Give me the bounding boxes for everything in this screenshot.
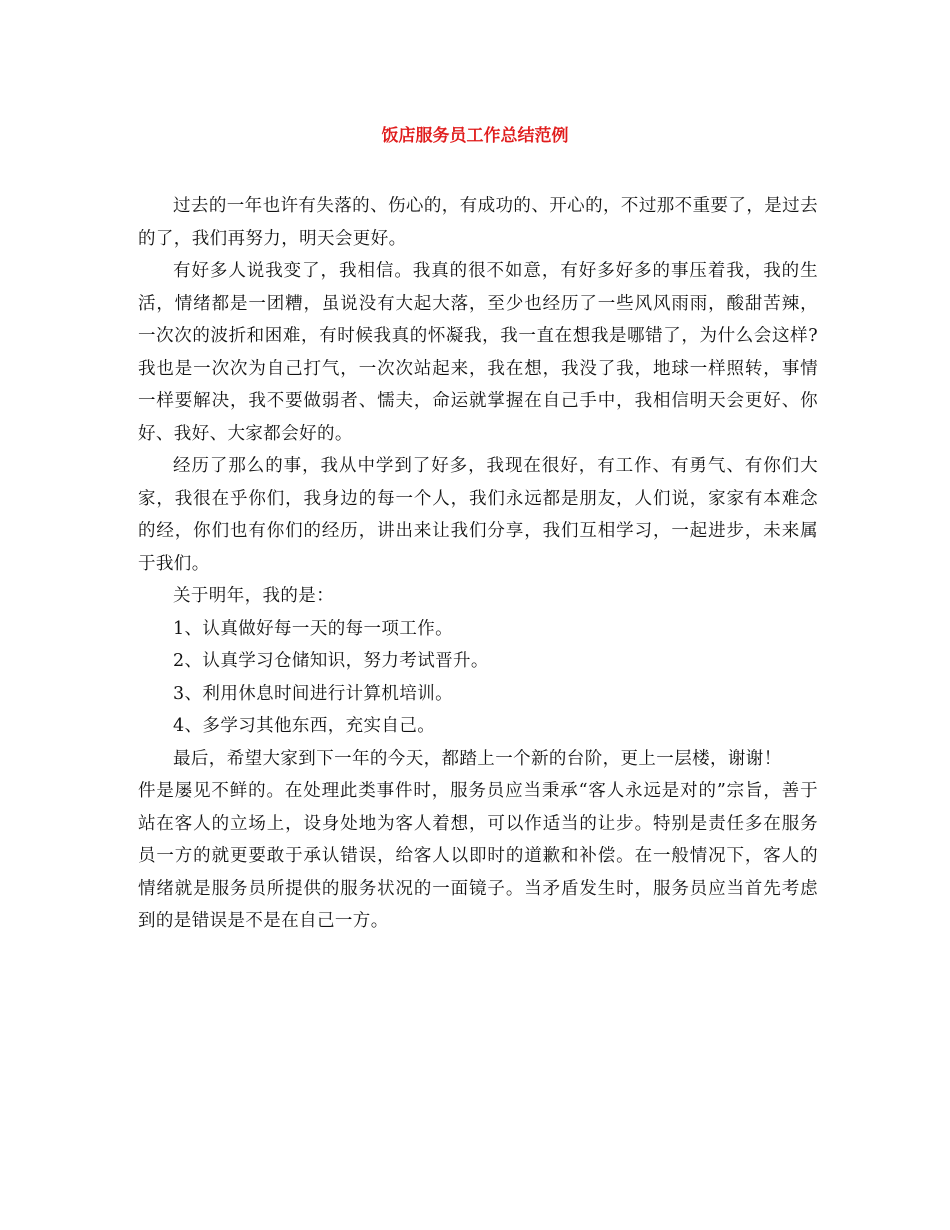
paragraph-intro: 过去的一年也许有失落的、伤心的，有成功的、开心的，不过那不重要了，是过去的了，我们再努力，明天会更好。 bbox=[138, 196, 818, 249]
paragraph-closing: 最后，希望大家到下一年的今天，都踏上一个新的台阶，更上一层楼，谢谢！ bbox=[173, 748, 782, 769]
paragraph-changes: 有好多人说我变了，我相信。我真的很不如意，有好多好多的事压着我，我的生活，情绪都是一团糟，虽说没有大起大落，至少也经历了一些风风雨雨，酸甜苦辣，一次次的波折和困难，有时候我真的怀凝我，我一直在想我是哪错了，为什么会这样?我也是一次次为自己打气，一次次站起来，我在想，我没了我，地球一样照转，事情一样要解决，我不要做弱者、懦夫，命运就掌握在自己手中，我相信明天会更好、你好、我好、大家都会好的。 bbox=[138, 261, 818, 444]
list-item-4: 4、多学习其他东西，充实自己。 bbox=[173, 716, 436, 736]
document-body bbox=[138, 190, 818, 938]
list-item-3: 3、利用休息时间进行计算机培训。 bbox=[173, 683, 454, 704]
document-title: 饭店服务员工作总结范例 bbox=[381, 126, 569, 146]
paragraph-experience: 经历了那么的事，我从中学到了好多，我现在很好，有工作、有勇气、有你们大家，我很在乎你们，我身边的每一个人，我们永远都是朋友，人们说，家家有本难念的经，你们也有你们的经历，讲出来让我们分享，我们互相学习，一起进步，未来属于我们。 bbox=[138, 456, 818, 574]
paragraph-next-year: 关于明年，我的是： bbox=[173, 586, 335, 606]
paragraph-continuation: 件是屡见不鲜的。在处理此类事件时，服务员应当秉承“客人永远是对的”宗旨，善于站在客人的立场上，设身处地为客人着想，可以作适当的让步。特别是责任多在服务员一方的就更要敢于承认错误，给客人以即时的道歉和补偿。在一般情况下，客人的情绪就是服务员所提供的服务状况的一面镜子。当矛盾发生时，服务员应当首先考虑到的是错误是不是在自己一方。 bbox=[138, 781, 818, 931]
list-item-2: 2、认真学习仓储知识，努力考试晋升。 bbox=[173, 651, 489, 671]
list-item-1: 1、认真做好每一天的每一项工作。 bbox=[173, 618, 454, 639]
